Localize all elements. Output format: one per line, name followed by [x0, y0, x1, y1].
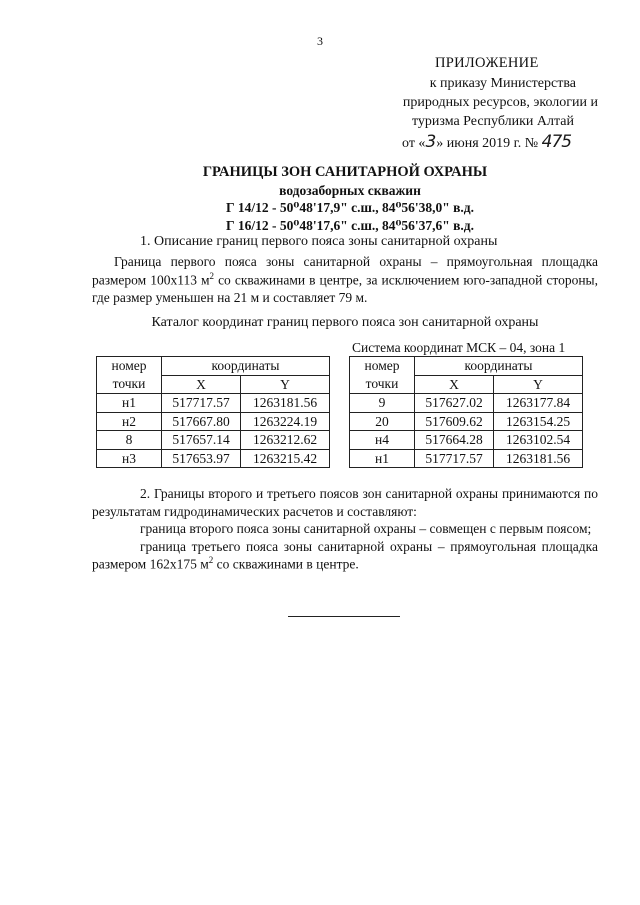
title-line-3: Г 14/12 - 50⁰48'17,9" с.ш., 84⁰56'38,0" в.д. [225, 200, 475, 216]
x-cell: 517667.80 [162, 412, 241, 431]
section-2-text-b: со скважинами в центре. [213, 556, 359, 572]
handwritten-order-number: 475 [541, 131, 572, 152]
header-point-number: номер [350, 357, 415, 376]
title-line-4: Г 16/12 - 50⁰48'17,6" с.ш., 84⁰56'37,6" в.д. [225, 217, 475, 233]
y-cell: 1263102.54 [494, 431, 583, 450]
header-coordinates: координаты [415, 357, 583, 376]
x-cell: 517717.57 [162, 394, 241, 413]
table-row [97, 394, 330, 413]
section-2-paragraph-1: 2. Границы второго и третьего поясов зон санитарной охраны принимаются по результатам гидродинамических расчетов и составляют: [92, 486, 598, 519]
point-cell: н1 [350, 449, 415, 468]
point-cell: н4 [350, 431, 415, 450]
y-cell: 1263177.84 [494, 394, 583, 413]
x-cell: 517627.02 [415, 394, 494, 413]
appendix-line-1: к приказу Министерства [429, 75, 576, 91]
section-1-sup: 2 [209, 270, 215, 281]
table-row [350, 394, 583, 413]
date-middle: » июня 2019 г. № [436, 135, 539, 151]
section-1-text-b: со скважинами в центре, за исключением юго-западной стороны, где размер уменьшен на 21 м и составляет 79 м. [92, 272, 598, 306]
point-cell: 9 [350, 394, 415, 413]
section-2-text-a: граница третьего пояса зоны санитарной охраны – прямоугольная площадка размером 162x175 м [92, 538, 598, 572]
header-x: X [415, 375, 494, 394]
title-line-2: водозаборных скважин [279, 182, 421, 198]
point-cell: 20 [350, 412, 415, 431]
table-row [97, 449, 330, 468]
order-date-line [360, 131, 620, 154]
table-row [350, 449, 583, 468]
section-2-paragraph-2: граница второго пояса зоны санитарной охраны – совмещен с первым поясом; [140, 521, 592, 537]
title-line-1: ГРАНИЦЫ ЗОН САНИТАРНОЙ ОХРАНЫ [202, 164, 488, 180]
appendix-line-3: туризма Республики Алтай [411, 113, 574, 129]
x-cell: 517664.28 [415, 431, 494, 450]
appendix-line-2: природных ресурсов, экологии и [402, 94, 598, 110]
x-cell: 517653.97 [162, 449, 241, 468]
y-cell: 1263154.25 [494, 412, 583, 431]
coordinates-table-left [96, 356, 330, 468]
header-point-number-2: точки [97, 375, 162, 394]
header-y: Y [241, 375, 330, 394]
section-1-paragraph [92, 253, 598, 307]
section-2-sup: 2 [208, 555, 214, 566]
document-title [0, 163, 640, 234]
x-cell: 517609.62 [415, 412, 494, 431]
x-cell: 517717.57 [415, 449, 494, 468]
page-number: 3 [317, 34, 323, 48]
table-row [350, 431, 583, 450]
handwritten-day: 3 [425, 131, 437, 152]
section-2-paragraph-3 [92, 538, 598, 574]
section-1-text-a: Граница первого пояса зоны санитарной охраны – прямоугольная площадка размером 100x113 м [92, 254, 598, 288]
y-cell: 1263181.56 [241, 394, 330, 413]
point-cell: н1 [97, 394, 162, 413]
header-y: Y [494, 375, 583, 394]
point-cell: н3 [97, 449, 162, 468]
section-1-heading: 1. Описание границ первого пояса зоны санитарной охраны [140, 234, 498, 249]
x-cell: 517657.14 [162, 431, 241, 450]
table-row [97, 412, 330, 431]
appendix-heading: ПРИЛОЖЕНИЕ [435, 55, 539, 71]
date-prefix: от « [402, 135, 426, 151]
y-cell: 1263212.62 [241, 431, 330, 450]
section-2 [92, 485, 598, 573]
y-cell: 1263215.42 [241, 449, 330, 468]
header-x: X [162, 375, 241, 394]
y-cell: 1263224.19 [241, 412, 330, 431]
separator-line [288, 616, 400, 617]
header-point-number-2: точки [350, 375, 415, 394]
coordinates-table-right [349, 356, 583, 468]
y-cell: 1263181.56 [494, 449, 583, 468]
header-point-number: номер [97, 357, 162, 376]
point-cell: н2 [97, 412, 162, 431]
header-coordinates: координаты [162, 357, 330, 376]
table-row [97, 431, 330, 450]
catalog-title: Каталог координат границ первого пояса зон санитарной охраны [151, 315, 539, 330]
point-cell: 8 [97, 431, 162, 450]
table-row [350, 412, 583, 431]
coordinate-system-label: Система координат МСК – 04, зона 1 [352, 340, 566, 355]
appendix-block [360, 54, 620, 154]
